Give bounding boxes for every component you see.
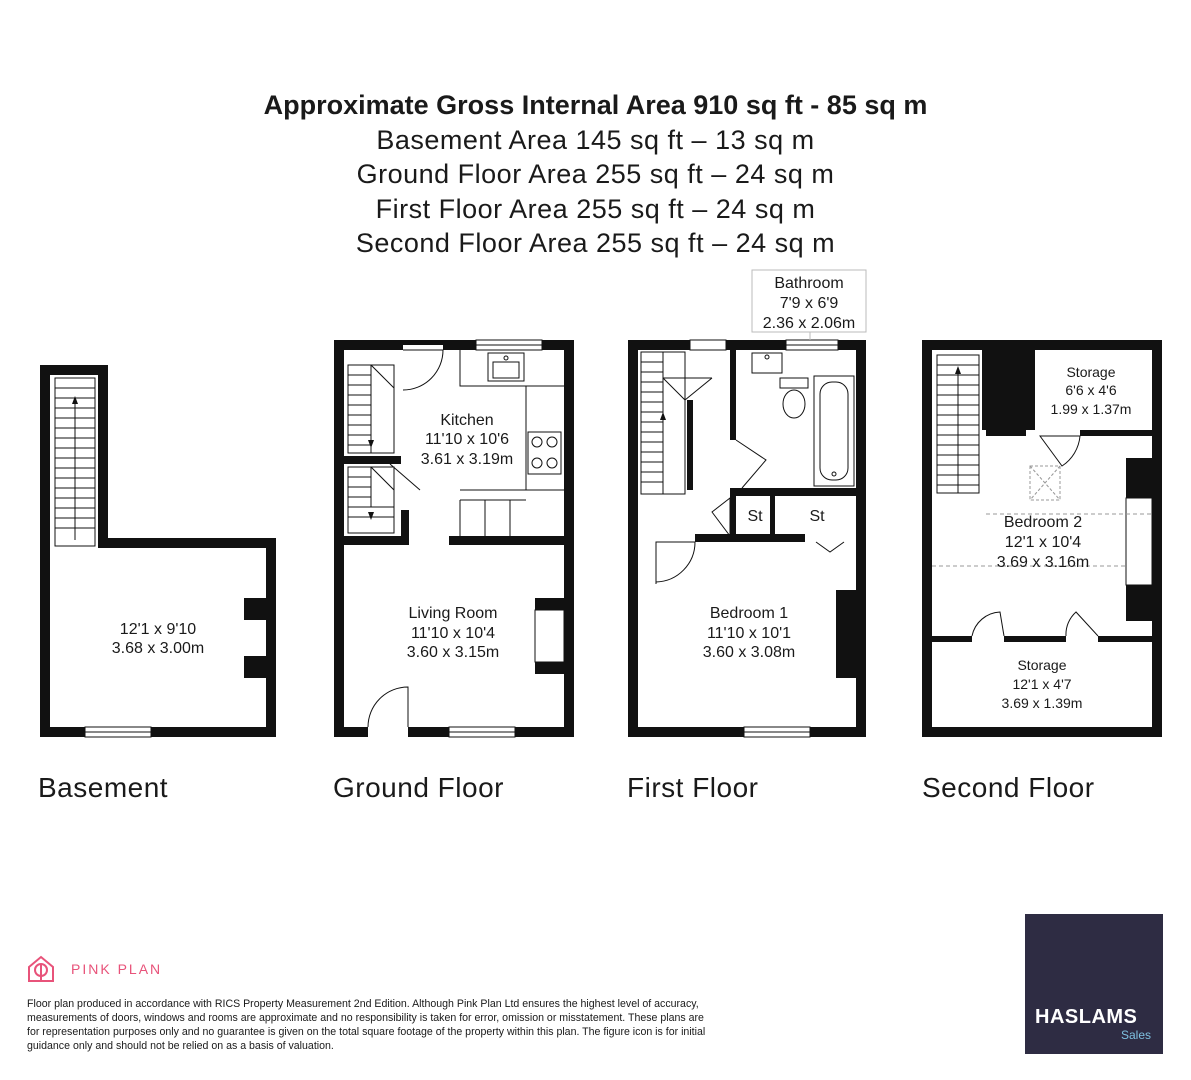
bedroom-2-metric: 3.69 x 3.16m	[996, 554, 1090, 571]
storage-top-metric: 1.99 x 1.37m	[1050, 401, 1132, 417]
second-floor-label: Second Floor	[922, 772, 1095, 803]
agent-subtitle: Sales	[1120, 1028, 1151, 1042]
storage-top-imperial: 6'6 x 4'6	[1065, 382, 1117, 398]
living-room-imperial: 11'10 x 10'4	[410, 625, 496, 642]
hob-icon	[528, 432, 561, 474]
kitchen-imperial: 11'10 x 10'6	[424, 431, 510, 448]
ground-floor-label: Ground Floor	[333, 772, 504, 803]
pink-plan-name: PINK PLAN	[71, 961, 163, 977]
area-line-second: Second Floor Area 255 sq ft – 24 sq m	[355, 228, 836, 258]
living-room-name: Living Room	[408, 605, 498, 622]
area-title: Approximate Gross Internal Area 910 sq ft - 85 sq m	[263, 90, 928, 120]
bath-icon	[814, 376, 854, 486]
store-2-name: St	[809, 508, 825, 525]
disclaimer-text: Floor plan produced in accordance with RICS Property Measurement 2nd Edition. Although Pink Plan Ltd ensures the highest level of accuracy, measurements of doors, windows and rooms are approximate and no responsibility is taken for error, omission or misstatement. These plans are for representation purposes only and no guarantee is given on the total square footage of the property within this plan. The figure icon is for initial guidance only and should not be relied on as a basis of valuation.	[27, 998, 706, 1052]
stairs-arrow-icon	[72, 396, 78, 404]
storage-bottom-name: Storage	[1017, 657, 1067, 673]
area-line-first: First Floor Area 255 sq ft – 24 sq m	[375, 194, 816, 224]
toilet-icon	[780, 378, 808, 418]
storage-top-name: Storage	[1066, 364, 1116, 380]
bathroom-metric: 2.36 x 2.06m	[762, 315, 856, 332]
bedroom-2-name: Bedroom 2	[1003, 514, 1083, 531]
sink-icon	[752, 353, 782, 373]
storage-bottom-imperial: 12'1 x 4'7	[1012, 676, 1072, 692]
store-1-name: St	[747, 508, 763, 525]
agent-name: HASLAMS	[1035, 1006, 1138, 1028]
storage-bottom-metric: 3.69 x 1.39m	[1001, 695, 1083, 711]
bedroom-1-metric: 3.60 x 3.08m	[702, 644, 796, 661]
area-line-ground: Ground Floor Area 255 sq ft – 24 sq m	[356, 159, 835, 189]
basement-label: Basement	[38, 772, 169, 803]
agent-logo	[1025, 914, 1163, 1054]
ground-floor-plan	[334, 340, 574, 737]
basement-room-imperial: 12'1 x 9'10	[119, 621, 197, 638]
bathroom-imperial: 7'9 x 6'9	[779, 295, 839, 312]
kitchen-name: Kitchen	[440, 412, 494, 429]
second-floor-plan	[922, 340, 1162, 737]
basement-room-metric: 3.68 x 3.00m	[111, 640, 205, 657]
pink-plan-brand	[25, 953, 162, 985]
skylight-icon	[1030, 466, 1060, 500]
bathroom-name: Bathroom	[774, 275, 844, 292]
sink-icon	[488, 353, 524, 381]
first-floor-plan	[628, 270, 866, 737]
kitchen-metric: 3.61 x 3.19m	[420, 451, 514, 468]
living-room-metric: 3.60 x 3.15m	[406, 644, 500, 661]
basement-plan	[40, 365, 276, 737]
first-floor-label: First Floor	[627, 772, 759, 803]
pink-plan-logo-icon	[25, 953, 57, 985]
area-line-basement: Basement Area 145 sq ft – 13 sq m	[376, 125, 815, 155]
bedroom-1-name: Bedroom 1	[709, 605, 789, 622]
bedroom-2-imperial: 12'1 x 10'4	[1004, 534, 1082, 551]
bedroom-1-imperial: 11'10 x 10'1	[706, 625, 792, 642]
